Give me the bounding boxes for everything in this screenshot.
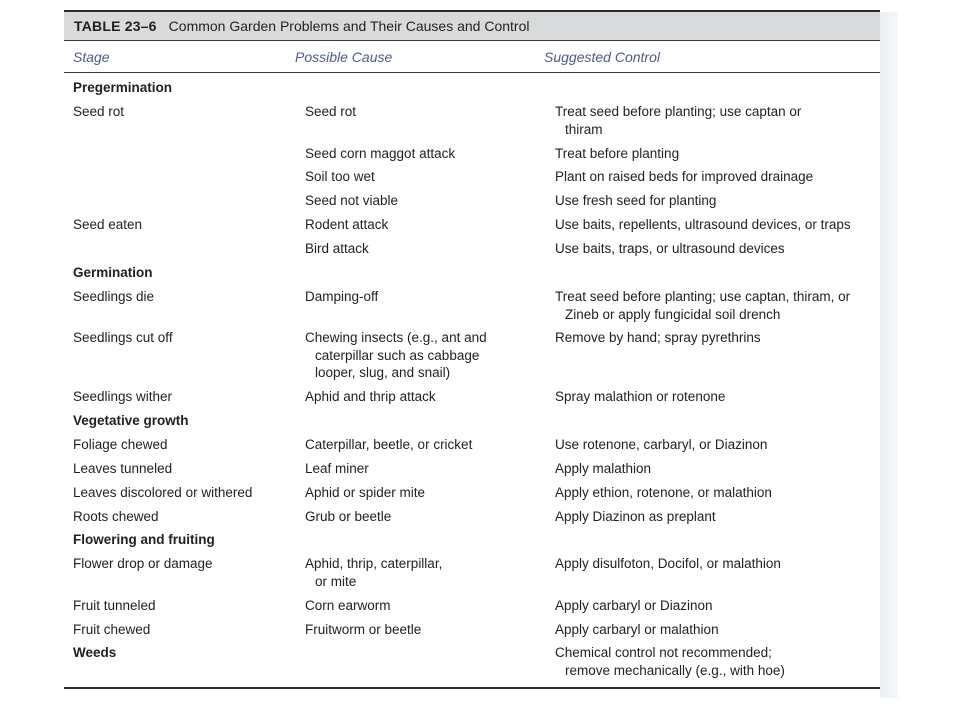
header-stage: Stage bbox=[73, 49, 110, 65]
control-cell-line: Treat seed before planting; use captan or bbox=[555, 104, 802, 119]
cause-cell bbox=[305, 484, 541, 502]
cause-cell bbox=[305, 621, 541, 639]
stage-cell: Flower drop or damage bbox=[73, 556, 213, 571]
page-edge-bleed bbox=[880, 12, 898, 698]
control-cell-line: Use fresh seed for planting bbox=[555, 193, 717, 208]
stage-cell: Leaves tunneled bbox=[73, 461, 173, 476]
stage-cell: Seed eaten bbox=[73, 217, 143, 232]
cause-cell bbox=[305, 192, 541, 210]
cause-cell-line: looper, slug, and snail) bbox=[315, 365, 451, 380]
control-cell bbox=[555, 145, 875, 163]
section-heading: Flowering and fruiting bbox=[73, 532, 215, 547]
control-cell bbox=[555, 460, 875, 478]
cause-cell-line: Seed rot bbox=[305, 104, 357, 119]
cause-cell-line: Seed not viable bbox=[305, 193, 399, 208]
section-heading: Germination bbox=[73, 265, 153, 280]
cause-cell bbox=[305, 436, 541, 454]
cause-cell bbox=[305, 103, 541, 121]
control-cell-line: Apply malathion bbox=[555, 461, 652, 476]
cause-cell-line: Aphid and thrip attack bbox=[305, 389, 436, 404]
table-bottom-rule bbox=[64, 687, 880, 689]
control-cell-line: Treat seed before planting; use captan, thiram, or bbox=[555, 289, 851, 304]
control-cell bbox=[555, 288, 875, 323]
stage-cell: Leaves discolored or withered bbox=[73, 485, 253, 500]
section-heading: Vegetative growth bbox=[73, 413, 189, 428]
control-cell-line: Spray malathion or rotenone bbox=[555, 389, 726, 404]
cause-cell-line: Aphid or spider mite bbox=[305, 485, 426, 500]
cause-cell bbox=[305, 388, 541, 406]
table-body bbox=[64, 73, 880, 685]
cause-cell bbox=[305, 240, 541, 258]
cause-cell bbox=[305, 460, 541, 478]
section-heading: Pregermination bbox=[73, 80, 173, 95]
cause-cell bbox=[305, 216, 541, 234]
control-cell bbox=[555, 103, 875, 138]
stage-cell: Seedlings cut off bbox=[73, 330, 173, 345]
cause-cell bbox=[305, 145, 541, 163]
table-number: TABLE 23–6 bbox=[74, 18, 157, 34]
control-cell bbox=[555, 329, 875, 347]
cause-cell-line: Rodent attack bbox=[305, 217, 389, 232]
cause-cell-line: caterpillar such as cabbage bbox=[315, 347, 480, 363]
control-cell-line: Apply carbaryl or malathion bbox=[555, 622, 719, 637]
cause-cell-line: or mite bbox=[315, 573, 357, 589]
control-cell-line: remove mechanically (e.g., with hoe) bbox=[565, 662, 785, 678]
cause-cell-line: Fruitworm or beetle bbox=[305, 622, 422, 637]
cause-cell-line: Seed corn maggot attack bbox=[305, 146, 456, 161]
control-cell-line: Chemical control not recommended; bbox=[555, 645, 772, 660]
cause-cell-line: Damping-off bbox=[305, 289, 379, 304]
cause-cell-line: Aphid, thrip, caterpillar, bbox=[305, 556, 443, 571]
cause-cell bbox=[305, 168, 541, 186]
control-cell-line: Apply disulfoton, Docifol, or malathion bbox=[555, 556, 781, 571]
cause-cell-line: Leaf miner bbox=[305, 461, 369, 476]
control-cell-line: Use baits, traps, or ultrasound devices bbox=[555, 241, 785, 256]
cause-cell-line: Soil too wet bbox=[305, 169, 375, 184]
cause-cell bbox=[305, 555, 541, 590]
garden-problems-table bbox=[64, 10, 880, 685]
cause-cell-line: Bird attack bbox=[305, 241, 369, 256]
cause-cell bbox=[305, 508, 541, 526]
cause-cell-line: Corn earworm bbox=[305, 598, 391, 613]
cause-cell bbox=[305, 597, 541, 615]
control-cell bbox=[555, 555, 875, 573]
stage-cell: Seedlings wither bbox=[73, 389, 173, 404]
control-cell bbox=[555, 436, 875, 454]
stage-cell: Fruit chewed bbox=[73, 622, 151, 637]
control-cell bbox=[555, 192, 875, 210]
control-cell-line: Apply ethion, rotenone, or malathion bbox=[555, 485, 772, 500]
control-cell bbox=[555, 508, 875, 526]
section-heading: Weeds bbox=[73, 645, 117, 660]
cause-cell bbox=[305, 288, 541, 306]
stage-cell: Seed rot bbox=[73, 104, 125, 119]
stage-cell: Seedlings die bbox=[73, 289, 155, 304]
control-cell bbox=[555, 644, 875, 679]
cause-cell bbox=[305, 329, 541, 382]
control-cell-line: Use baits, repellents, ultrasound devices, or traps bbox=[555, 217, 851, 232]
stage-cell: Fruit tunneled bbox=[73, 598, 156, 613]
table-caption bbox=[64, 12, 880, 40]
header-suggested-control: Suggested Control bbox=[544, 49, 660, 65]
control-cell bbox=[555, 168, 875, 186]
control-cell-line: Remove by hand; spray pyrethrins bbox=[555, 330, 761, 345]
control-cell bbox=[555, 621, 875, 639]
control-cell bbox=[555, 597, 875, 615]
control-cell-line: Treat before planting bbox=[555, 146, 680, 161]
cause-cell-line: Chewing insects (e.g., ant and bbox=[305, 330, 487, 345]
cause-cell-line: Grub or beetle bbox=[305, 509, 392, 524]
control-cell-line: thiram bbox=[565, 121, 603, 137]
control-cell bbox=[555, 216, 875, 234]
control-cell-line: Use rotenone, carbaryl, or Diazinon bbox=[555, 437, 768, 452]
control-cell bbox=[555, 388, 875, 406]
control-cell bbox=[555, 484, 875, 502]
table-title: Common Garden Problems and Their Causes and Control bbox=[168, 18, 530, 34]
control-cell bbox=[555, 240, 875, 258]
control-cell-line: Plant on raised beds for improved drainage bbox=[555, 169, 814, 184]
column-header-row bbox=[64, 41, 880, 72]
stage-cell: Foliage chewed bbox=[73, 437, 168, 452]
control-cell-line: Apply carbaryl or Diazinon bbox=[555, 598, 713, 613]
control-cell-line: Zineb or apply fungicidal soil drench bbox=[565, 306, 781, 322]
stage-cell: Roots chewed bbox=[73, 509, 159, 524]
cause-cell-line: Caterpillar, beetle, or cricket bbox=[305, 437, 473, 452]
control-cell-line: Apply Diazinon as preplant bbox=[555, 509, 716, 524]
header-possible-cause: Possible Cause bbox=[295, 49, 393, 65]
